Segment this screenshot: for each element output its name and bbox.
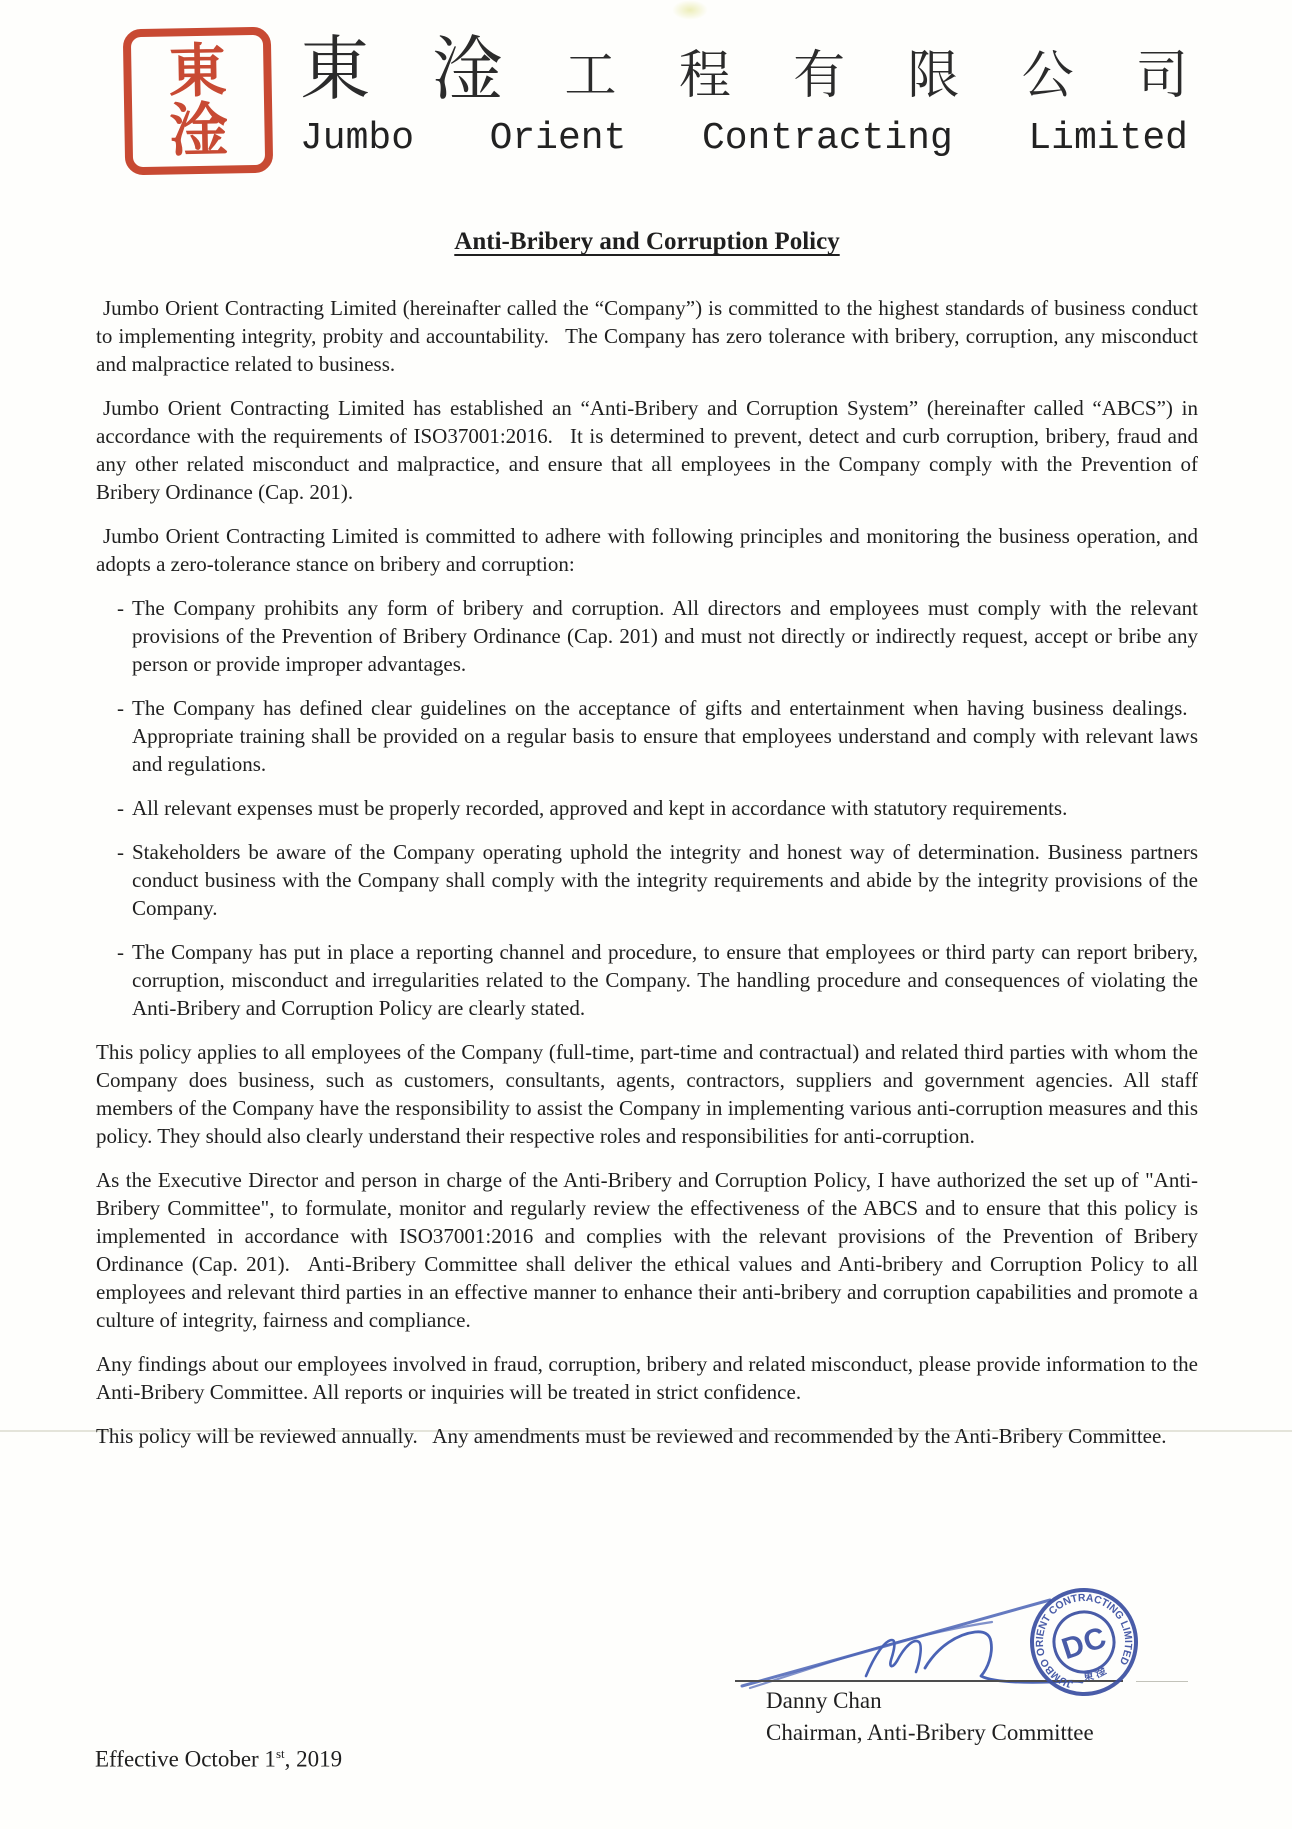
- effective-date-text: Effective October 1: [95, 1746, 276, 1772]
- effective-date-year: , 2019: [284, 1746, 343, 1772]
- chinese-character: 工: [564, 48, 617, 105]
- policy-principle-text: The Company has put in place a reporting channel and procedure, to ensure that employees or third party can report bribery, corruption, misconduct and irregularities related to the Company. The handling procedure and consequences of violating the Anti-Bribery and Corruption Policy are clearly stated.: [132, 940, 1198, 1020]
- chinese-character: 司: [1135, 48, 1188, 105]
- chinese-character: 公: [1021, 48, 1074, 105]
- policy-title: Anti-Bribery and Corruption Policy: [454, 228, 840, 255]
- policy-principle-text: The Company prohibits any form of bribery and corruption. All directors and employees must comply with the relevant provisions of the Prevention of Bribery Ordinance (Cap. 201) and must not directly or indirectly request, accept or bribe any person or provide improper advantages.: [132, 596, 1198, 676]
- chinese-character: 限: [907, 48, 960, 105]
- scan-smudge: [672, 0, 708, 20]
- bullet-dash: -: [117, 596, 124, 620]
- company-name-word: Jumbo: [300, 117, 415, 160]
- stamp-chinese-text: 東 淦: [1082, 1664, 1109, 1684]
- policy-principle-item: [117, 694, 1198, 778]
- effective-date: [95, 1746, 342, 1773]
- company-name-word: Contracting: [701, 117, 953, 160]
- company-letterhead: [300, 32, 1188, 162]
- policy-principle-text: The Company has defined clear guidelines on the acceptance of gifts and entertainment when having business dealings. Appropriate training shall be provided on a regular basis to ensure that employees understand and comply with relevant laws and regulations.: [132, 696, 1198, 776]
- chinese-character: 東: [300, 32, 370, 109]
- policy-paragraph: Jumbo Orient Contracting Limited has established an “Anti-Bribery and Corruption System” (hereinafter called “ABCS”) in accordance with the requirements of ISO37001:2016. It is determined to prevent, detect and curb corruption, bribery, fraud and any other related misconduct and malpractice, and ensure that all employees in the Company comply with the Prevention of Bribery Ordinance (Cap. 201).: [96, 396, 1198, 504]
- company-name-chinese: [300, 32, 1188, 112]
- bullet-dash: -: [117, 940, 124, 964]
- policy-principle-item: [117, 938, 1198, 1022]
- policy-principle-text: Stakeholders be aware of the Company operating uphold the integrity and honest way of determination. Business partners conduct business with the Company shall comply with the integrity requirements and abide by the integrity provisions of the Company.: [132, 840, 1198, 920]
- company-name-english: [300, 116, 1188, 162]
- stamp-initials: DC: [1057, 1620, 1112, 1667]
- policy-paragraph: Any findings about our employees involved in fraud, corruption, bribery and related misconduct, please provide information to the Anti-Bribery Committee. All reports or inquiries will be treated in strict confidence.: [96, 1352, 1198, 1404]
- bullet-dash: -: [117, 796, 124, 820]
- policy-principles-list: [96, 594, 1198, 1022]
- policy-principle-item: [117, 594, 1198, 678]
- bullet-dash: -: [117, 696, 124, 720]
- chinese-character: 有: [793, 48, 846, 105]
- stamp-ring-text: JUMBO ORIENT CONTRACTING LIMITED: [1033, 1591, 1135, 1691]
- company-seal: [123, 27, 274, 176]
- policy-paragraph: This policy will be reviewed annually. Any amendments must be reviewed and recommended by the Anti-Bribery Committee.: [96, 1424, 1167, 1448]
- policy-paragraph: This policy applies to all employees of the Company (full-time, part-time and contractual) and related third parties with whom the Company does business, such as customers, consultants, agents, contractors, suppliers and government agencies. All staff members of the Company have the responsibility to assist the Company in implementing various anti-corruption measures and this policy. They should also clearly understand their respective roles and responsibilities for anti-corruption.: [96, 1040, 1198, 1148]
- signatory-name: Danny Chan: [766, 1688, 882, 1713]
- effective-date-ordinal: st: [275, 1746, 285, 1761]
- chinese-character: 淦: [432, 32, 503, 109]
- policy-paragraph: As the Executive Director and person in charge of the Anti-Bribery and Corruption Policy, I have authorized the set up of "Anti-Bribery Committee", to formulate, monitor and regularly review the effectiveness of the ABCS and to ensure that this policy is implemented in accordance with ISO37001:2016 and complies with the relevant provisions of the Prevention of Bribery Ordinance (Cap. 201). Anti-Bribery Committee shall deliver the ethical values and Anti-bribery and Corruption Policy to all employees and relevant third parties in an effective manner to enhance their anti-bribery and corruption capabilities and promote a culture of integrity, fairness and compliance.: [96, 1168, 1198, 1332]
- policy-paragraph: Jumbo Orient Contracting Limited is committed to adhere with following principles and monitoring the business operation, and adopts a zero-tolerance stance on bribery and corruption:: [96, 524, 1198, 576]
- policy-principle-item: [117, 838, 1198, 922]
- policy-paragraph: Jumbo Orient Contracting Limited (hereinafter called the “Company”) is committed to the highest standards of business conduct to implementing integrity, probity and accountability. The Company has zero tolerance with bribery, corruption, any misconduct and malpractice related to business.: [96, 296, 1198, 376]
- company-name-word: Orient: [489, 117, 627, 160]
- seal-character-bottom: 淦: [168, 97, 229, 164]
- chinese-character: 程: [678, 48, 731, 105]
- document-body: [96, 228, 1198, 1466]
- policy-principle-item: [117, 794, 1198, 822]
- seal-character-top: 東: [167, 38, 228, 105]
- policy-principle-text: All relevant expenses must be properly recorded, approved and kept in accordance with statutory requirements.: [132, 796, 1068, 820]
- company-name-word: Limited: [1028, 117, 1188, 160]
- bullet-dash: -: [117, 840, 124, 864]
- signatory-title: Chairman, Anti-Bribery Committee: [766, 1720, 1094, 1745]
